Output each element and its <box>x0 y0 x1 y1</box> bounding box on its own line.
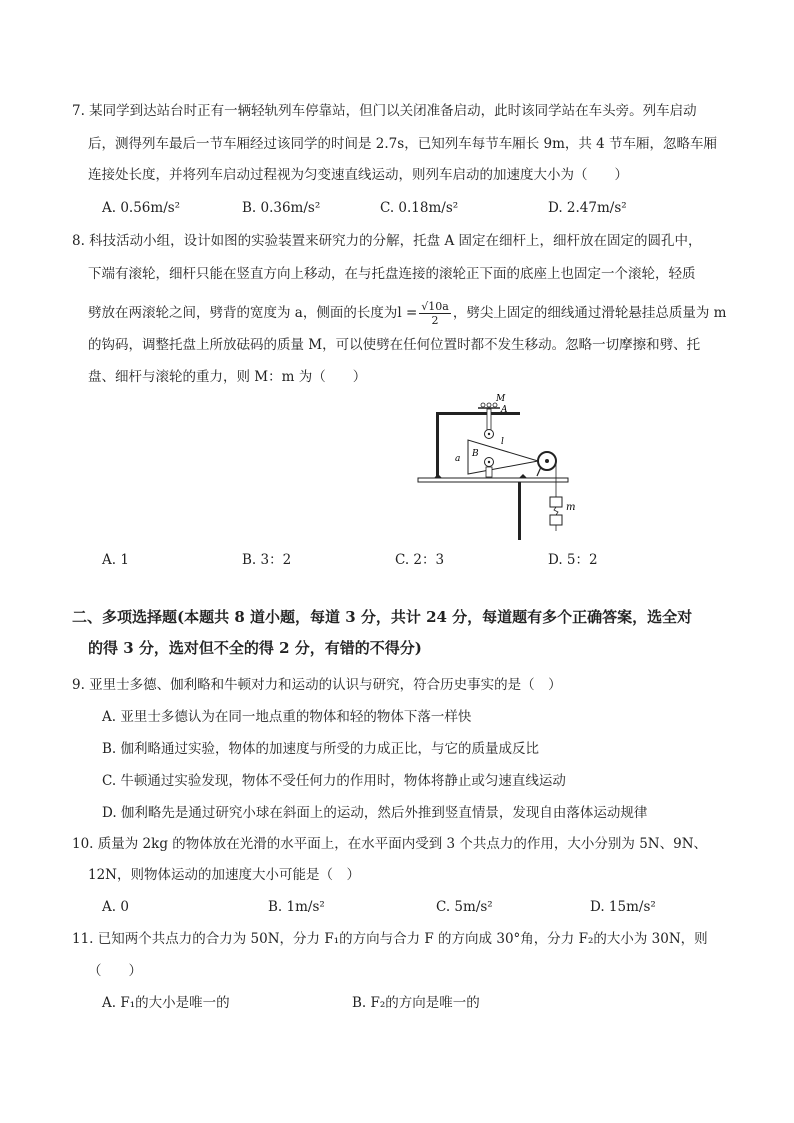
q10-stem-line-1: 10. 质量为 2kg 的物体放在光滑的水平面上，在水平面内受到 3 个共点力的作用，大小分别为 5N、9N、 <box>72 836 708 852</box>
q9-option-c: C. 牛顿通过实验发现，物体不受任何力的作用时，物体将静止或匀速直线运动 <box>102 773 566 789</box>
q8-stem-line-2: 下端有滚轮，细杆只能在竖直方向上移动，在与托盘连接的滚轮正下面的底座上也固定一个滚轮，轻质 <box>88 266 696 282</box>
section-2-heading-line-1: 二、多项选择题(本题共 8 道小题，每道 3 分，共计 24 分，每道题有多个正确答案，选全对 <box>72 608 693 626</box>
formula-lhs: l = <box>397 305 418 321</box>
q11-option-b: B. F₂的方向是唯一的 <box>352 995 480 1011</box>
label-M: M <box>496 394 506 404</box>
q11-option-a: A. F₁的大小是唯一的 <box>102 995 230 1011</box>
lower-roller-axle <box>488 461 490 463</box>
left-support <box>434 474 442 478</box>
formula-denominator: 2 <box>431 314 439 327</box>
q10-option-b: B. 1m/s² <box>268 899 325 915</box>
q8-option-a: A. 1 <box>102 552 129 568</box>
q11-stem-line-1: 11. 已知两个共点力的合力为 50N，分力 F₁的方向与合力 F 的方向成 30°角，分力 F₂的大小为 30N，则 <box>72 931 708 947</box>
upper-roller-axle <box>488 433 490 435</box>
frame-left-post <box>436 412 439 477</box>
q7-stem-line-2: 后，测得列车最后一节车厢经过该同学的时间是 2.7s，已知列车每节车厢长 9m，共 4 节车厢，忽略车厢 <box>88 136 718 152</box>
right-support <box>519 474 527 478</box>
label-l: l <box>501 437 504 447</box>
label-A: A <box>501 405 508 415</box>
q7-option-a: A. 0.56m/s² <box>102 200 181 216</box>
table-top <box>418 478 568 482</box>
hook-mass-1 <box>550 497 562 507</box>
q7-option-c: C. 0.18m/s² <box>380 200 459 216</box>
rod <box>487 409 491 431</box>
q7-option-b: B. 0.36m/s² <box>242 200 321 216</box>
q8-line3-part-b: ，劈尖上固定的细线通过滑轮悬挂总质量为 m <box>452 305 727 321</box>
weight-2 <box>487 403 491 407</box>
q8-option-d: D. 5：2 <box>548 552 598 568</box>
q7-stem-line-1: 7. 某同学到达站台时正有一辆轻轨列车停靠站，但门以关闭准备启动，此时该同学站在车头旁。列车启动 <box>72 103 697 119</box>
lower-roller-support <box>486 467 492 477</box>
q7-option-d: D. 2.47m/s² <box>548 200 627 216</box>
table-leg <box>518 482 521 540</box>
q8-option-c: C. 2：3 <box>395 552 445 568</box>
length-formula <box>419 300 451 327</box>
q11-stem-line-2: （ ） <box>88 963 142 979</box>
pulley-bracket <box>537 467 541 476</box>
q8-line3-part-a: 劈放在两滚轮之间，劈背的宽度为 a，侧面的长度为 <box>88 305 398 321</box>
q10-stem-line-2: 12N，则物体运动的加速度大小可能是（ ） <box>88 867 360 883</box>
wedge-apparatus-figure <box>410 392 580 542</box>
label-a: a <box>455 454 461 464</box>
q9-option-b: B. 伽利略通过实验，物体的加速度与所受的力成正比，与它的质量成反比 <box>102 741 540 757</box>
q10-option-a: A. 0 <box>102 899 129 915</box>
q9-option-d: D. 伽利略先是通过研究小球在斜面上的运动，然后外推到竖直情景，发现自由落体运动规律 <box>102 805 648 821</box>
weight-1 <box>481 403 485 407</box>
q9-stem: 9. 亚里士多德、伽利略和牛顿对力和运动的认识与研究，符合历史事实的是（ ） <box>72 677 562 693</box>
q8-option-b: B. 3：2 <box>242 552 292 568</box>
pulley-axle <box>545 459 549 463</box>
hook-mass-2 <box>550 515 562 525</box>
q9-option-a: A. 亚里士多德认为在同一地点重的物体和轻的物体下落一样快 <box>102 709 472 725</box>
q8-stem-line-5: 盘、细杆与滚轮的重力，则 M：m 为（ ） <box>88 369 367 385</box>
q8-stem-line-1: 8. 科技活动小组，设计如图的实验装置来研究力的分解，托盘 A 固定在细杆上，细杆放在固定的圆孔中， <box>72 233 702 249</box>
hook <box>554 507 558 515</box>
q7-stem-line-3: 连接处长度，并将列车启动过程视为匀变速直线运动，则列车启动的加速度大小为（ ） <box>88 167 628 183</box>
q10-option-d: D. 15m/s² <box>590 899 656 915</box>
q8-stem-line-4: 的钩码，调整托盘上所放砝码的质量 M，可以使劈在任何位置时都不发生移动。忽略一切摩擦和劈、托 <box>88 337 701 353</box>
formula-numerator: √10a <box>421 300 449 313</box>
q8-stem-line-3 <box>88 300 726 327</box>
q10-option-c: C. 5m/s² <box>436 899 493 915</box>
section-2-heading-line-2: 的得 3 分，选对但不全的得 2 分，有错的不得分) <box>88 639 422 657</box>
label-m: m <box>566 502 576 513</box>
label-B: B <box>472 449 479 459</box>
